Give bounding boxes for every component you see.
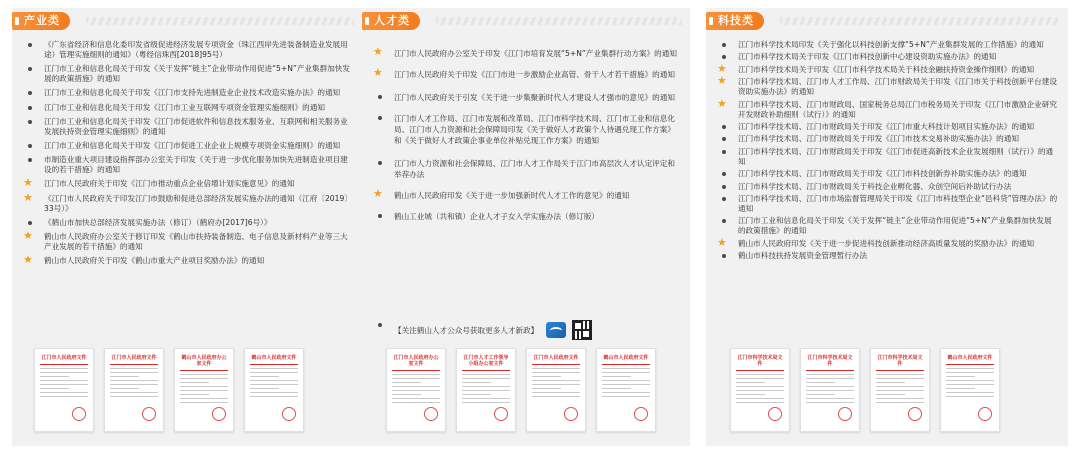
document-text-line: [250, 368, 298, 369]
document-text-line: [736, 374, 784, 375]
star-icon: ★: [717, 74, 727, 88]
document-text-line: [876, 390, 924, 391]
policy-item[interactable]: [716, 96, 1058, 120]
policy-item[interactable]: [372, 66, 680, 80]
document-thumbnail[interactable]: [800, 348, 860, 432]
document-text-line: [180, 374, 228, 375]
document-text-line: [250, 392, 298, 393]
bullet-dot-icon: [722, 43, 726, 47]
follow-prompt[interactable]: [372, 320, 592, 340]
policy-item[interactable]: [716, 235, 1058, 249]
document-text-line: [736, 402, 784, 403]
document-text-line: [946, 376, 975, 377]
document-text-line: [462, 378, 510, 379]
document-text-line: [532, 396, 580, 397]
decorative-stripes: [86, 17, 354, 25]
policy-item-text: 《江门市人民政府关于印发江门市鼓励和促进总部经济发展实施办法的通知（江府〔2019〕33号）》: [44, 193, 352, 213]
policy-item-text: 鹤山市人民政府办公室关于修订印发《鹤山市扶持装备制造、电子信息及新材料产业等三大产业发展的若干措施》的通知: [44, 231, 348, 251]
document-text-line: [110, 368, 158, 369]
policy-item[interactable]: [22, 40, 352, 60]
document-thumbnail[interactable]: [34, 348, 94, 432]
document-text-line: [250, 396, 298, 397]
document-thumbnail[interactable]: [174, 348, 234, 432]
policy-item[interactable]: [22, 190, 352, 214]
decorative-stripes: [436, 17, 682, 25]
policy-item[interactable]: [716, 147, 1058, 167]
document-text-line: [946, 384, 994, 385]
document-text-line: [806, 402, 854, 403]
policy-item-text: 江门市人民政府关于印发《江门市进一步激励企业高管、骨干人才若干措施》的通知: [394, 70, 675, 79]
panel-industry: [12, 8, 362, 446]
document-text-line: [40, 384, 88, 385]
document-text-line: [462, 386, 510, 387]
policy-item-text: 鹤山市科技扶持发展资金管理暂行办法: [738, 251, 868, 261]
seal-icon: [212, 407, 226, 421]
policy-item[interactable]: [716, 169, 1058, 179]
document-text-line: [180, 382, 209, 383]
document-text-line: [602, 384, 650, 385]
panel-title: 人才类: [362, 12, 420, 30]
document-red-rule: [40, 364, 88, 365]
document-header: 江门市人民政府文件: [533, 355, 579, 361]
document-text-line: [392, 394, 421, 395]
policy-item[interactable]: [716, 52, 1058, 62]
document-text-line: [806, 382, 835, 383]
document-header: 鹤山市人民政府文件: [947, 355, 993, 361]
document-header: 鹤山市人民政府文件: [603, 355, 649, 361]
bullet-dot-icon: [378, 95, 382, 99]
policy-item-text: 江门市人民政府关于引发《关于进一步集聚新时代人才建设人才强市的意见》的通知: [394, 93, 675, 102]
bullet-dot-icon: [722, 219, 726, 223]
star-icon: ★: [373, 45, 383, 58]
document-text-line: [180, 378, 228, 379]
bullet-dot-icon: [28, 43, 32, 47]
document-thumbnail[interactable]: [730, 348, 790, 432]
document-header: 江门市科学技术局文件: [807, 355, 853, 367]
policy-item-text: 江门市人才工作局、江门市发展和改革局、江门市科学技术局、江门市工业和信息化局、江门市人力资源和社会保障局印发《关于做好人才政策个人待遇兑现工作方案》和《关于做好人才政策企事业单位补贴兑现工作方案》的通知: [394, 114, 675, 145]
document-thumbnail[interactable]: [104, 348, 164, 432]
policy-item[interactable]: [372, 92, 680, 103]
policy-item-text: 《广东省经济和信息化委印发省级促进经济发展专项资金（珠江西岸先进装备制造业发展用途）管理实施细则的通知》（粤经信珠西[2018]95号）: [44, 40, 348, 59]
document-text-line: [876, 402, 924, 403]
document-header: 鹤山市人民政府文件: [251, 355, 297, 361]
policy-item[interactable]: [372, 158, 680, 180]
document-text-line: [806, 394, 835, 395]
document-text-line: [250, 384, 298, 385]
policy-item[interactable]: [22, 155, 352, 175]
policy-item-text: 江门市工业和信息化局关于印发《江门市促进工业企业上规模专项资金实施细则》的通知: [44, 140, 341, 150]
policy-item-text: 江门市科学技术局、江门市财政局关于印发《江门市重大科技计划项目实施办法》的通知: [738, 121, 1035, 131]
policy-item-text: 鹤山市人民政府印发《关于进一步促进科技创新推动经济高质量发展的奖励办法》的通知: [738, 238, 1035, 248]
bullet-dot-icon: [722, 137, 726, 141]
document-text-line: [736, 394, 765, 395]
document-text-line: [392, 386, 440, 387]
document-text-line: [946, 396, 994, 397]
document-text-line: [392, 378, 440, 379]
document-text-line: [602, 380, 650, 381]
star-icon: ★: [23, 190, 33, 204]
document-text-line: [806, 390, 854, 391]
document-thumbnail[interactable]: [244, 348, 304, 432]
document-text-line: [876, 394, 905, 395]
document-text-line: [462, 390, 510, 391]
document-text-line: [110, 376, 139, 377]
document-text-line: [876, 382, 905, 383]
document-text-line: [392, 382, 421, 383]
star-icon: ★: [717, 96, 727, 110]
document-thumbnail[interactable]: [386, 348, 446, 432]
heshan-talent-logo-icon[interactable]: [546, 322, 566, 338]
policy-item-text: 江门市工业和信息化局关于印发《关于发挥“链主”企业带动作用促进“5+N”产业集群加快发展的政策措施》的通知: [738, 216, 1052, 236]
seal-icon: [634, 407, 648, 421]
document-text-line: [250, 376, 279, 377]
document-text-line: [946, 392, 994, 393]
policy-item-text: 江门市科学技术局关于印发《江门市科技创新中心建设资助实施办法》的通知: [738, 52, 997, 62]
document-text-line: [110, 384, 158, 385]
document-text-line: [180, 386, 228, 387]
bullet-dot-icon: [378, 214, 382, 218]
bullet-dot-icon: [722, 55, 726, 59]
document-text-line: [806, 386, 854, 387]
policy-item-text: 江门市工业和信息化局关于印发《江门市促进软件和信息技术服务业、互联网和相关服务业发展扶持资金管理实施细则》的通知: [44, 116, 348, 136]
document-red-rule: [110, 364, 158, 365]
policy-item[interactable]: [716, 40, 1058, 50]
document-text-line: [40, 392, 88, 393]
bullet-dot-icon: [722, 125, 726, 129]
policy-item[interactable]: [22, 218, 352, 228]
policy-item[interactable]: [372, 45, 680, 59]
policy-item-text: 鹤山工业城（共和镇）企业人才子女入学实施办法（修订版）: [394, 212, 600, 221]
document-text-line: [876, 398, 924, 399]
bullet-dot-icon: [28, 144, 32, 148]
bullet-dot-icon: [378, 323, 382, 327]
policy-item[interactable]: [22, 103, 352, 113]
document-text-line: [602, 368, 650, 369]
policy-item[interactable]: [372, 113, 680, 146]
bullet-dot-icon: [722, 150, 726, 154]
document-red-rule: [180, 370, 228, 371]
document-text-line: [40, 372, 88, 373]
bullet-dot-icon: [378, 116, 382, 120]
panel-title: 产业类: [12, 12, 70, 30]
policy-item[interactable]: [716, 194, 1058, 214]
policy-item-text: 江门市工业和信息化局关于印发《关于发挥“链主”企业带动作用促进“5+N”产业集群加快发展的政策措施》的通知: [44, 64, 350, 84]
document-text-line: [806, 378, 854, 379]
document-text-line: [250, 380, 298, 381]
document-header: 江门市科学技术局文件: [877, 355, 923, 367]
seal-icon: [768, 407, 782, 421]
star-icon: ★: [717, 235, 727, 249]
document-text-line: [602, 376, 631, 377]
star-icon: ★: [717, 61, 727, 75]
document-text-line: [180, 394, 209, 395]
document-text-line: [532, 388, 561, 389]
seal-icon: [838, 407, 852, 421]
star-icon: ★: [373, 187, 383, 200]
document-text-line: [110, 388, 139, 389]
bullet-dot-icon: [28, 221, 32, 225]
document-text-line: [876, 386, 924, 387]
document-text-line: [532, 380, 580, 381]
document-text-line: [532, 376, 561, 377]
document-text-line: [392, 374, 440, 375]
seal-icon: [72, 407, 86, 421]
policy-item-text: 江门市工业和信息化局关于印发《江门市工业互联网专项资金管理实施细则》的通知: [44, 102, 325, 112]
document-text-line: [40, 380, 88, 381]
policy-item[interactable]: [22, 176, 352, 190]
document-text-line: [532, 372, 580, 373]
policy-item-text: 江门市科学技术局、江门市财政局关于印发《江门市科技创新券补助实施办法》的通知: [738, 169, 1027, 179]
document-red-rule: [250, 364, 298, 365]
document-text-line: [602, 372, 650, 373]
follow-text: 【关注鹤山人才公众号获取更多人才新政】: [394, 325, 539, 335]
document-text-line: [392, 398, 440, 399]
document-text-line: [736, 390, 784, 391]
seal-icon: [978, 407, 992, 421]
panel-title: 科技类: [706, 12, 764, 30]
policy-item-text: 江门市人民政府关于印发《江门市推动重点企业倍增计划实施意见》的通知: [44, 179, 295, 189]
document-text-line: [40, 368, 88, 369]
qr-code-icon[interactable]: [572, 320, 592, 340]
document-text-line: [250, 388, 279, 389]
policy-item-text: 《鹤山市加快总部经济发展实施办法（修订）（鹤府办[2017]6号）》: [44, 217, 272, 227]
policy-item-text: 江门市人力资源和社会保障局、江门市人才工作局关于江门市高层次人才认定评定和举荐办法: [394, 159, 675, 179]
document-red-rule: [806, 370, 854, 371]
policy-item-text: 江门市科学技术局、江门市市场监督管理局关于印发《江门市科技型企业“邑科贷”管理办法》的通知: [738, 193, 1058, 213]
document-text-line: [462, 398, 510, 399]
policy-item[interactable]: [716, 134, 1058, 144]
bullet-dot-icon: [722, 197, 726, 201]
seal-icon: [564, 407, 578, 421]
seal-icon: [908, 407, 922, 421]
document-text-line: [736, 386, 784, 387]
document-text-line: [392, 402, 440, 403]
document-text-line: [180, 390, 228, 391]
document-red-rule: [532, 364, 580, 365]
panel-talent: [362, 8, 690, 446]
policy-item-text: 江门市人民政府办公室关于印发《江门市培育发展“5+N”产业集群行动方案》的通知: [394, 49, 677, 58]
bullet-dot-icon: [28, 91, 32, 95]
document-text-line: [40, 388, 69, 389]
policy-item-text: 江门市科学技术局、江门市财政局、国家税务总局江门市税务局关于印发《江门市激励企业研究开发财政补助细则（试行）》的通知: [738, 99, 1057, 119]
policy-item-text: 市制造业重大项目建设指挥部办公室关于印发《关于进一步优化服务加快先进制造业项目建设的若干措施》的通知: [44, 155, 348, 175]
document-thumbnail[interactable]: [940, 348, 1000, 432]
seal-icon: [494, 407, 508, 421]
document-text-line: [602, 392, 650, 393]
document-header: 江门市人民政府文件: [111, 355, 157, 361]
document-red-rule: [876, 370, 924, 371]
policy-item-text: 鹤山市人民政府印发《关于进一步加强新时代人才工作的意见》的通知: [394, 191, 630, 200]
star-icon: ★: [23, 176, 33, 190]
document-thumbnail[interactable]: [526, 348, 586, 432]
document-thumbnail[interactable]: [596, 348, 656, 432]
document-text-line: [876, 374, 924, 375]
policy-item[interactable]: [716, 61, 1058, 75]
star-icon: ★: [373, 66, 383, 79]
document-text-line: [180, 398, 228, 399]
document-text-line: [180, 402, 228, 403]
policy-item[interactable]: [716, 216, 1058, 236]
policy-item[interactable]: [22, 253, 352, 267]
document-text-line: [946, 368, 994, 369]
document-header: 江门市人民政府文件: [41, 355, 87, 361]
document-red-rule: [736, 370, 784, 371]
policy-item[interactable]: [22, 117, 352, 137]
document-text-line: [876, 378, 924, 379]
policy-item-text: 江门市工业和信息化局关于印发《江门市支持先进制造业企业技术改造实施办法》的通知: [44, 88, 341, 98]
policy-item[interactable]: [22, 141, 352, 151]
document-text-line: [392, 390, 440, 391]
policy-item-text: 江门市科学技术局、江门市财政局关于科技企业孵化器、众创空间后补助试行办法: [738, 181, 1012, 191]
document-header: 江门市科学技术局文件: [737, 355, 783, 367]
document-text-line: [532, 384, 580, 385]
document-text-line: [110, 372, 158, 373]
document-red-rule: [946, 364, 994, 365]
document-thumbnail[interactable]: [870, 348, 930, 432]
bullet-dot-icon: [722, 172, 726, 176]
policy-item-text: 鹤山市人民政府关于印发《鹤山市重大产业项目奖励办法》的通知: [44, 256, 265, 266]
policy-item-text: 江门市科学技术局印发《关于强化以科技创新支撑“5+N”产业集群发展的工作措施》的通知: [738, 40, 1044, 49]
document-text-line: [110, 380, 158, 381]
bullet-dot-icon: [28, 106, 32, 110]
document-text-line: [462, 374, 510, 375]
document-thumbnails: [34, 348, 304, 432]
document-text-line: [532, 368, 580, 369]
policy-item[interactable]: [372, 187, 680, 201]
document-text-line: [946, 380, 994, 381]
document-text-line: [806, 374, 854, 375]
document-text-line: [806, 398, 854, 399]
policy-list: [372, 45, 680, 232]
document-text-line: [602, 388, 631, 389]
seal-icon: [424, 407, 438, 421]
policy-list: [22, 40, 352, 270]
document-text-line: [40, 396, 88, 397]
document-red-rule: [392, 370, 440, 371]
policy-item[interactable]: [22, 228, 352, 252]
document-text-line: [736, 398, 784, 399]
document-text-line: [40, 376, 69, 377]
bullet-dot-icon: [28, 67, 32, 71]
document-header: 江门市人民政府办公室文件: [393, 355, 439, 367]
decorative-stripes: [780, 17, 1060, 25]
star-icon: ★: [23, 228, 33, 242]
policy-item[interactable]: [372, 211, 680, 222]
document-text-line: [532, 392, 580, 393]
document-text-line: [602, 396, 650, 397]
policy-item-text: 江门市科学技术局、江门市财政局关于印发《江门市促进高新技术企业发展细则（试行）》的通知: [738, 146, 1054, 166]
policy-item[interactable]: [22, 88, 352, 98]
document-text-line: [110, 392, 158, 393]
policy-item[interactable]: [716, 182, 1058, 192]
document-thumbnails: [386, 348, 656, 432]
panel-technology: [706, 8, 1068, 446]
document-red-rule: [602, 364, 650, 365]
document-text-line: [462, 402, 510, 403]
seal-icon: [142, 407, 156, 421]
document-text-line: [110, 396, 158, 397]
document-text-line: [462, 382, 491, 383]
document-thumbnail[interactable]: [456, 348, 516, 432]
policy-item-text: 江门市科学技术局关于印发《江门市科学技术局关于科技金融扶持资金操作细则》的通知: [738, 64, 1035, 74]
policy-item[interactable]: [716, 251, 1058, 261]
document-text-line: [946, 372, 994, 373]
document-header: 鹤山市人民政府办公室文件: [181, 355, 227, 367]
policy-list: [716, 40, 1058, 263]
seal-icon: [282, 407, 296, 421]
policy-item[interactable]: [22, 64, 352, 84]
bullet-dot-icon: [722, 254, 726, 258]
document-thumbnails: [730, 348, 1000, 432]
policy-item-text: 江门市科学技术局、江门市财政局关于印发《江门市技术交易补助实施办法》的通知: [738, 134, 1019, 144]
document-text-line: [946, 388, 975, 389]
bullet-dot-icon: [722, 185, 726, 189]
bullet-dot-icon: [28, 158, 32, 162]
document-text-line: [736, 378, 784, 379]
document-text-line: [250, 372, 298, 373]
policy-item[interactable]: [716, 74, 1058, 97]
bullet-dot-icon: [28, 120, 32, 124]
document-text-line: [736, 382, 765, 383]
policy-item[interactable]: [716, 122, 1058, 132]
document-text-line: [462, 394, 491, 395]
document-header: 江门市人才工作领导小组办公室文件: [463, 355, 509, 367]
bullet-dot-icon: [378, 161, 382, 165]
document-red-rule: [462, 370, 510, 371]
policy-item-text: 江门市科学技术局、江门市人才工作局、江门市财政局关于印发《江门市关于科技创新平台建设资助实施办法》的通知: [738, 77, 1057, 97]
star-icon: ★: [23, 253, 33, 267]
